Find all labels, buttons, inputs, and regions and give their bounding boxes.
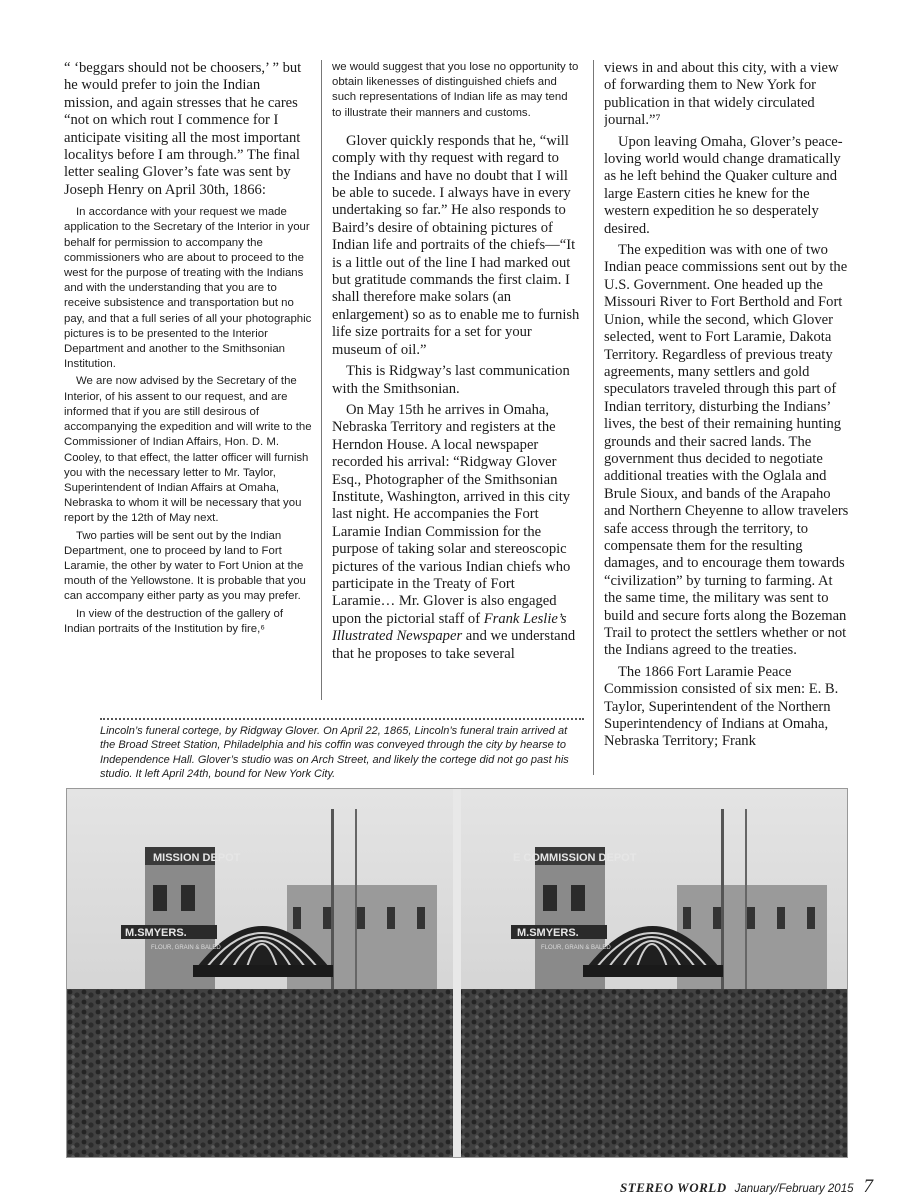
stereoview-photo — [66, 788, 848, 1158]
body-paragraph: Upon leaving Omaha, Glover’s peace-loving world would change dramatically as he left behind the Quaker culture and large Eastern cities he knew for the western expedition he so desperately desired. — [604, 133, 843, 237]
body-paragraph: Glover quickly responds that he, “will comply with thy request with regard to the Indians and have no doubt that I will be able to sucede. I always have in every undertaking so far.” He also responds to Baird’s desire of obtaining pictures of Indian life and portraits of the chiefs—“It is a little out of the line I had marked out but gratitude commands the first claim. I shall therefore make solars (an enlargement) so as to enable me to furnish life size portraits for a set for your museum of oil.” — [332, 132, 580, 358]
body-text: On May 15th he arrives in Omaha, Nebraska Territory and registers at the Herndon House. A local newspaper recorded his arrival: “Ridgway Glover Esq., Photographer of the Smithsonian Institute, Washington, arrived in this city last night. He accompanies the Fort Laramie Indian Commission for the purpose of taking solar and stereoscopic pictures of the various Indian chiefs who participate in the Treaty of Fort Laramie… Mr. Glover is also engaged upon the pictorial staff of — [332, 401, 571, 627]
photo-sign: FLOUR, GRAIN & BALED — [541, 945, 611, 951]
body-paragraph — [332, 402, 580, 663]
photo-sign: FLOUR, GRAIN & BALED — [151, 945, 221, 951]
quote-paragraph: In view of the destruction of the gallery of Indian portraits of the Institution by fire,⁶ — [64, 607, 284, 635]
photo-sign: E COMMISSION DEPOT — [513, 852, 637, 864]
column-rule — [593, 60, 594, 775]
body-paragraph: views in and about this city, with a view of forwarding them to New York for publication in that widely circulated journal.”⁷ — [604, 60, 839, 129]
photo-caption: Lincoln’s funeral cortege, by Ridgway Glover. On April 22, 1865, Lincoln’s funeral train arrived at the Broad Street Station, Philadelphia and his coffin was conveyed through the city by hearse to Independence Hall. Glover’s studio was on Arch Street, and likely the cortege did not go past his studio. It left April 24th, bound for New York City. — [100, 718, 584, 782]
body-text: and we understand that he proposes to take several — [332, 628, 576, 662]
column-2 — [332, 60, 580, 700]
quote-paragraph: In accordance with your request we made application to the Secretary of the Interior in your behalf for permission to accompany the commissioners who are about to proceed to the west for the purpose of treating with the Indians and with the understanding that you are to receive subsistence and transportation but no pay, and that a full series of all your photographic pictures is to be presented to the Interior Department and another to the Smithsonian Institution. — [64, 206, 312, 371]
issue-date: January/February 2015 — [734, 1183, 854, 1195]
body-paragraph: “ ‘beggars should not be choosers,’ ” but he would prefer to join the Indian mission, and again stresses that he cares “not on which rout I commence for I anticipate visiting all the most important localitys before I am through.” The final letter sealing Glover’s fate was sent by Joseph Henry on April 30th, 1866: — [64, 60, 302, 198]
column-3 — [604, 60, 854, 775]
quote-paragraph: we would suggest that you lose no opportunity to obtain likenesses of distinguished chiefs and such representations of Indian life as may tend to illustrate their manners and customs. — [332, 61, 579, 119]
photo-sign: MISSION DEPOT — [153, 852, 241, 864]
quote-paragraph: We are now advised by the Secretary of the Interior, of his assent to our request, and are informed that if you are still desirous of accompanying the expedition and will write to the Commissioner of Indian Affairs, Hon. D. M. Cooley, to that effect, the latter officer will furnish you with the necessary letter to Mr. Taylor, Superintendent of Indian Affairs at Omaha, Nebraska to whom it will be necessary that you report by the 12th of May next. — [64, 375, 312, 525]
column-rule — [321, 60, 322, 700]
magazine-name: STEREO WORLD — [620, 1180, 727, 1195]
page-footer — [620, 1176, 873, 1196]
photo-sign: M.SMYERS. — [125, 927, 187, 939]
quote-paragraph: Two parties will be sent out by the Indian Department, one to proceed by land to Fort Laramie, the other by water to Fort Union at the mouth of the Yellowstone. It is probable that you can accompany either party as you may prefer. — [64, 529, 306, 603]
photo-sign: M.SMYERS. — [517, 927, 579, 939]
column-1 — [64, 60, 312, 700]
body-paragraph: The expedition was with one of two Indian peace commissions sent out by the U.S. Government. One headed up the Missouri River to Fort Berthold and Fort Union, while the second, which Glover selected, went to Fort Laramie, Dakota Territory. Regardless of previous treaty agreements, many settlers and gold speculators traveled through this part of Indian territory, disturbing the Indians’ lives, the best of their remaining hunting grounds and their sacred lands. The government thus decided to negotiate additional treaties with the Oglala and Brule Sioux, and bands of the Arapaho and Northern Cheyenne to allow travelers safe access through the territory, to compensate them for the resulting damages, and to encourage them towards “civilization” by turning to farming. At the same time, the military was sent to build and secure forts along the Bozeman Trail to protect the settlers whether or not the Indians agreed to the treaties. — [604, 242, 849, 659]
stereo-divider — [453, 789, 461, 1157]
body-paragraph: This is Ridgway’s last communication with the Smithsonian. — [332, 363, 570, 397]
page-number: 7 — [863, 1176, 873, 1197]
body-paragraph: The 1866 Fort Laramie Peace Commission consisted of six men: E. B. Taylor, Superintendent of the Northern Superintendency of Indians at Omaha, Nebraska Territory; Frank — [604, 663, 839, 750]
publication-title: Frank Leslie’s Illustrated Newspaper — [332, 610, 567, 645]
stereoview-illustration — [67, 789, 847, 1157]
